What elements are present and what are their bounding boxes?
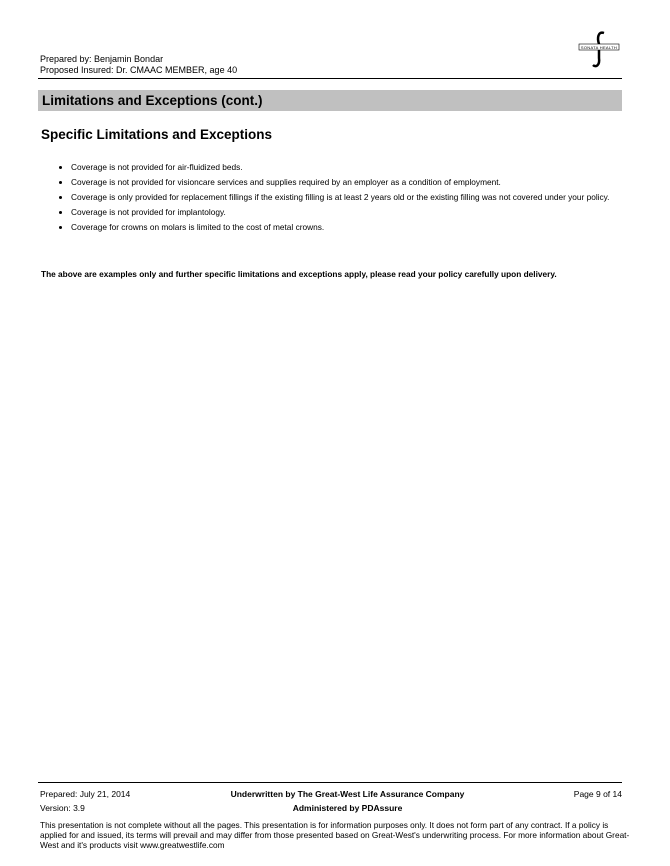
- company-logo: [578, 30, 620, 70]
- header-info: [40, 54, 237, 76]
- proposed-insured: Proposed Insured: Dr. CMAAC MEMBER, age 40: [40, 65, 238, 75]
- underwriter: Underwritten by The Great-West Life Assurance Company: [230, 789, 465, 799]
- page-number: Page 9 of 14: [573, 789, 622, 799]
- list-item: • Coverage is not provided for air-fluidized beds.: [71, 160, 641, 175]
- subsection-title: Specific Limitations and Exceptions: [41, 127, 273, 142]
- limitations-list: [54, 160, 641, 235]
- disclaimer-note: The above are examples only and further specific limitations and exceptions apply, please read your policy carefully upon delivery.: [41, 269, 557, 279]
- list-item: • Coverage for crowns on molars is limited to the cost of metal crowns.: [71, 220, 641, 235]
- header-divider: [38, 78, 622, 79]
- list-item: • Coverage is not provided for visioncare services and supplies required by an employer as a condition of employment.: [71, 175, 641, 190]
- footer-left: [40, 787, 130, 815]
- section-title: Limitations and Exceptions (cont.): [42, 93, 263, 108]
- list-item: • Coverage is only provided for replacement fillings if the existing filling is at least 2 years old or the existing filling was not covered under your policy.: [71, 190, 641, 205]
- list-item: • Coverage is not provided for implantology.: [71, 205, 641, 220]
- footer-center: [180, 787, 515, 815]
- section-header: [38, 90, 622, 111]
- administrator: Administered by PDAssure: [292, 803, 403, 813]
- prepared-by: Prepared by: Benjamin Bondar: [40, 54, 164, 64]
- footer-disclaimer: This presentation is not complete without all the pages. This presentation is for information purposes only. It does not form part of any contract. If a policy is applied for and issued, its terms will prevail and may differ from those presented based on Great-West's underwriting process. For more information about Great-West and it's products visit www.greatwestlife.com: [40, 820, 630, 850]
- version: Version: 3.9: [40, 803, 85, 813]
- footer-divider: [38, 782, 622, 783]
- svg-text:SONATA HEALTH: SONATA HEALTH: [580, 45, 618, 50]
- prepared-date: Prepared: July 21, 2014: [40, 789, 131, 799]
